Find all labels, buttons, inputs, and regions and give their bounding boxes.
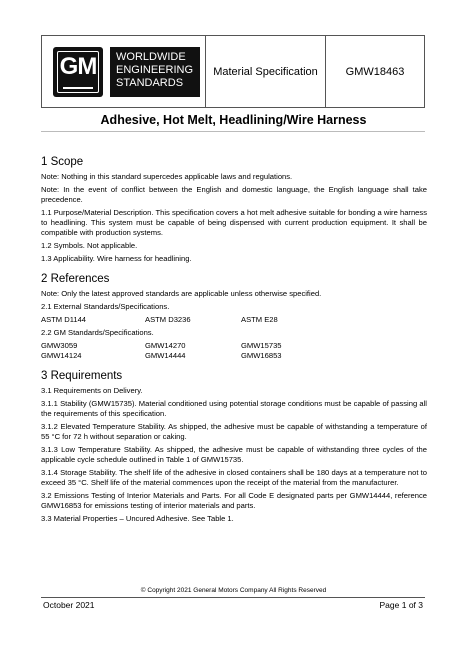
document-title: Adhesive, Hot Melt, Headlining/Wire Harness [100, 113, 367, 127]
org-name-block [110, 47, 200, 97]
section-references [41, 272, 427, 361]
subheading: 2.1 External Standards/Specifications. [41, 302, 170, 311]
paragraph: 3.1.3 Low Temperature Stability. As shipped, the adhesive must be capable of withstanding three cycles of the applicable cycle schedule outlined in Table 1 of GMW15735. [41, 445, 427, 464]
footer-divider [41, 597, 425, 598]
paragraph: 1.1 Purpose/Material Description. This specification covers a hot melt adhesive suitable for bonding a wire harness to headlining. This system must be capable of being dispensed with current production equipment. It shall be compatible with production systems. [41, 208, 427, 237]
paragraph: 3.1.2 Elevated Temperature Stability. As shipped, the adhesive must be capable of withstanding a temperature of 55 °C for 72 h without separation or caking. [41, 422, 427, 441]
section-requirements [41, 369, 427, 524]
org-line-1: WORLDWIDE [116, 51, 186, 63]
document-body [41, 155, 427, 532]
section-heading: 3 Requirements [41, 370, 123, 382]
paragraph: 3.2 Emissions Testing of Interior Materials and Parts. For all Code E designated parts per GMW14444, reference GMW16853 for emissions testing of interior materials and parts. [41, 491, 427, 510]
standard-item: ASTM D1144 [41, 315, 87, 324]
paragraph: 3.1 Requirements on Delivery. [41, 386, 143, 395]
gm-logo-underline [63, 87, 93, 89]
paragraph: Note: Only the latest approved standards are applicable unless otherwise specified. [41, 289, 322, 298]
gm-logo-text: GM [57, 51, 99, 93]
title-divider [41, 131, 425, 132]
org-line-3: STANDARDS [116, 77, 184, 89]
standard-item: GMW14124 [41, 351, 82, 360]
standard-item: GMW16853 [241, 351, 282, 360]
paragraph: 1.2 Symbols. Not applicable. [41, 241, 138, 250]
header-box [41, 35, 425, 108]
gm-standards-list [41, 341, 427, 361]
section-heading: 1 Scope [41, 156, 84, 168]
standard-item: GMW14270 [145, 341, 186, 350]
standard-item: ASTM E28 [241, 315, 278, 324]
standard-item: GMW15735 [241, 341, 282, 350]
doc-number: GMW18463 [345, 65, 405, 78]
paragraph: 3.1.1 Stability (GMW15735). Material conditioned using potential storage conditions must be capable of passing all the requirements of this specification. [41, 399, 427, 418]
copyright-notice: © Copyright 2021 General Motors Company All Rights Reserved [140, 587, 327, 594]
paragraph: Note: In the event of conflict between the English and domestic language, the English language shall take precedence. [41, 185, 427, 204]
standard-item: ASTM D3236 [145, 315, 191, 324]
footer-date: October 2021 [43, 600, 95, 610]
standard-item: GMW14444 [145, 351, 186, 360]
paragraph: 3.1.4 Storage Stability. The shelf life of the adhesive in closed containers shall be 180 days at a temperature not to exceed 35 °C. Shelf life of the material commences upon the receipt of the material from the manufacturer. [41, 468, 427, 487]
section-heading: 2 References [41, 273, 110, 285]
gm-logo [53, 47, 103, 97]
paragraph: 1.3 Applicability. Wire harness for headlining. [41, 254, 192, 263]
paragraph: Note: Nothing in this standard supercedes applicable laws and regulations. [41, 172, 293, 181]
page-number: Page 1 of 3 [379, 600, 423, 610]
external-standards-list [41, 315, 427, 325]
paragraph: 3.3 Material Properties – Uncured Adhesive. See Table 1. [41, 514, 234, 523]
org-line-2: ENGINEERING [116, 64, 194, 76]
doc-type: Material Specification [206, 36, 326, 107]
header-logo-cell [42, 36, 206, 107]
subheading: 2.2 GM Standards/Specifications. [41, 328, 154, 337]
standard-item: GMW3059 [41, 341, 78, 350]
section-scope [41, 155, 427, 264]
